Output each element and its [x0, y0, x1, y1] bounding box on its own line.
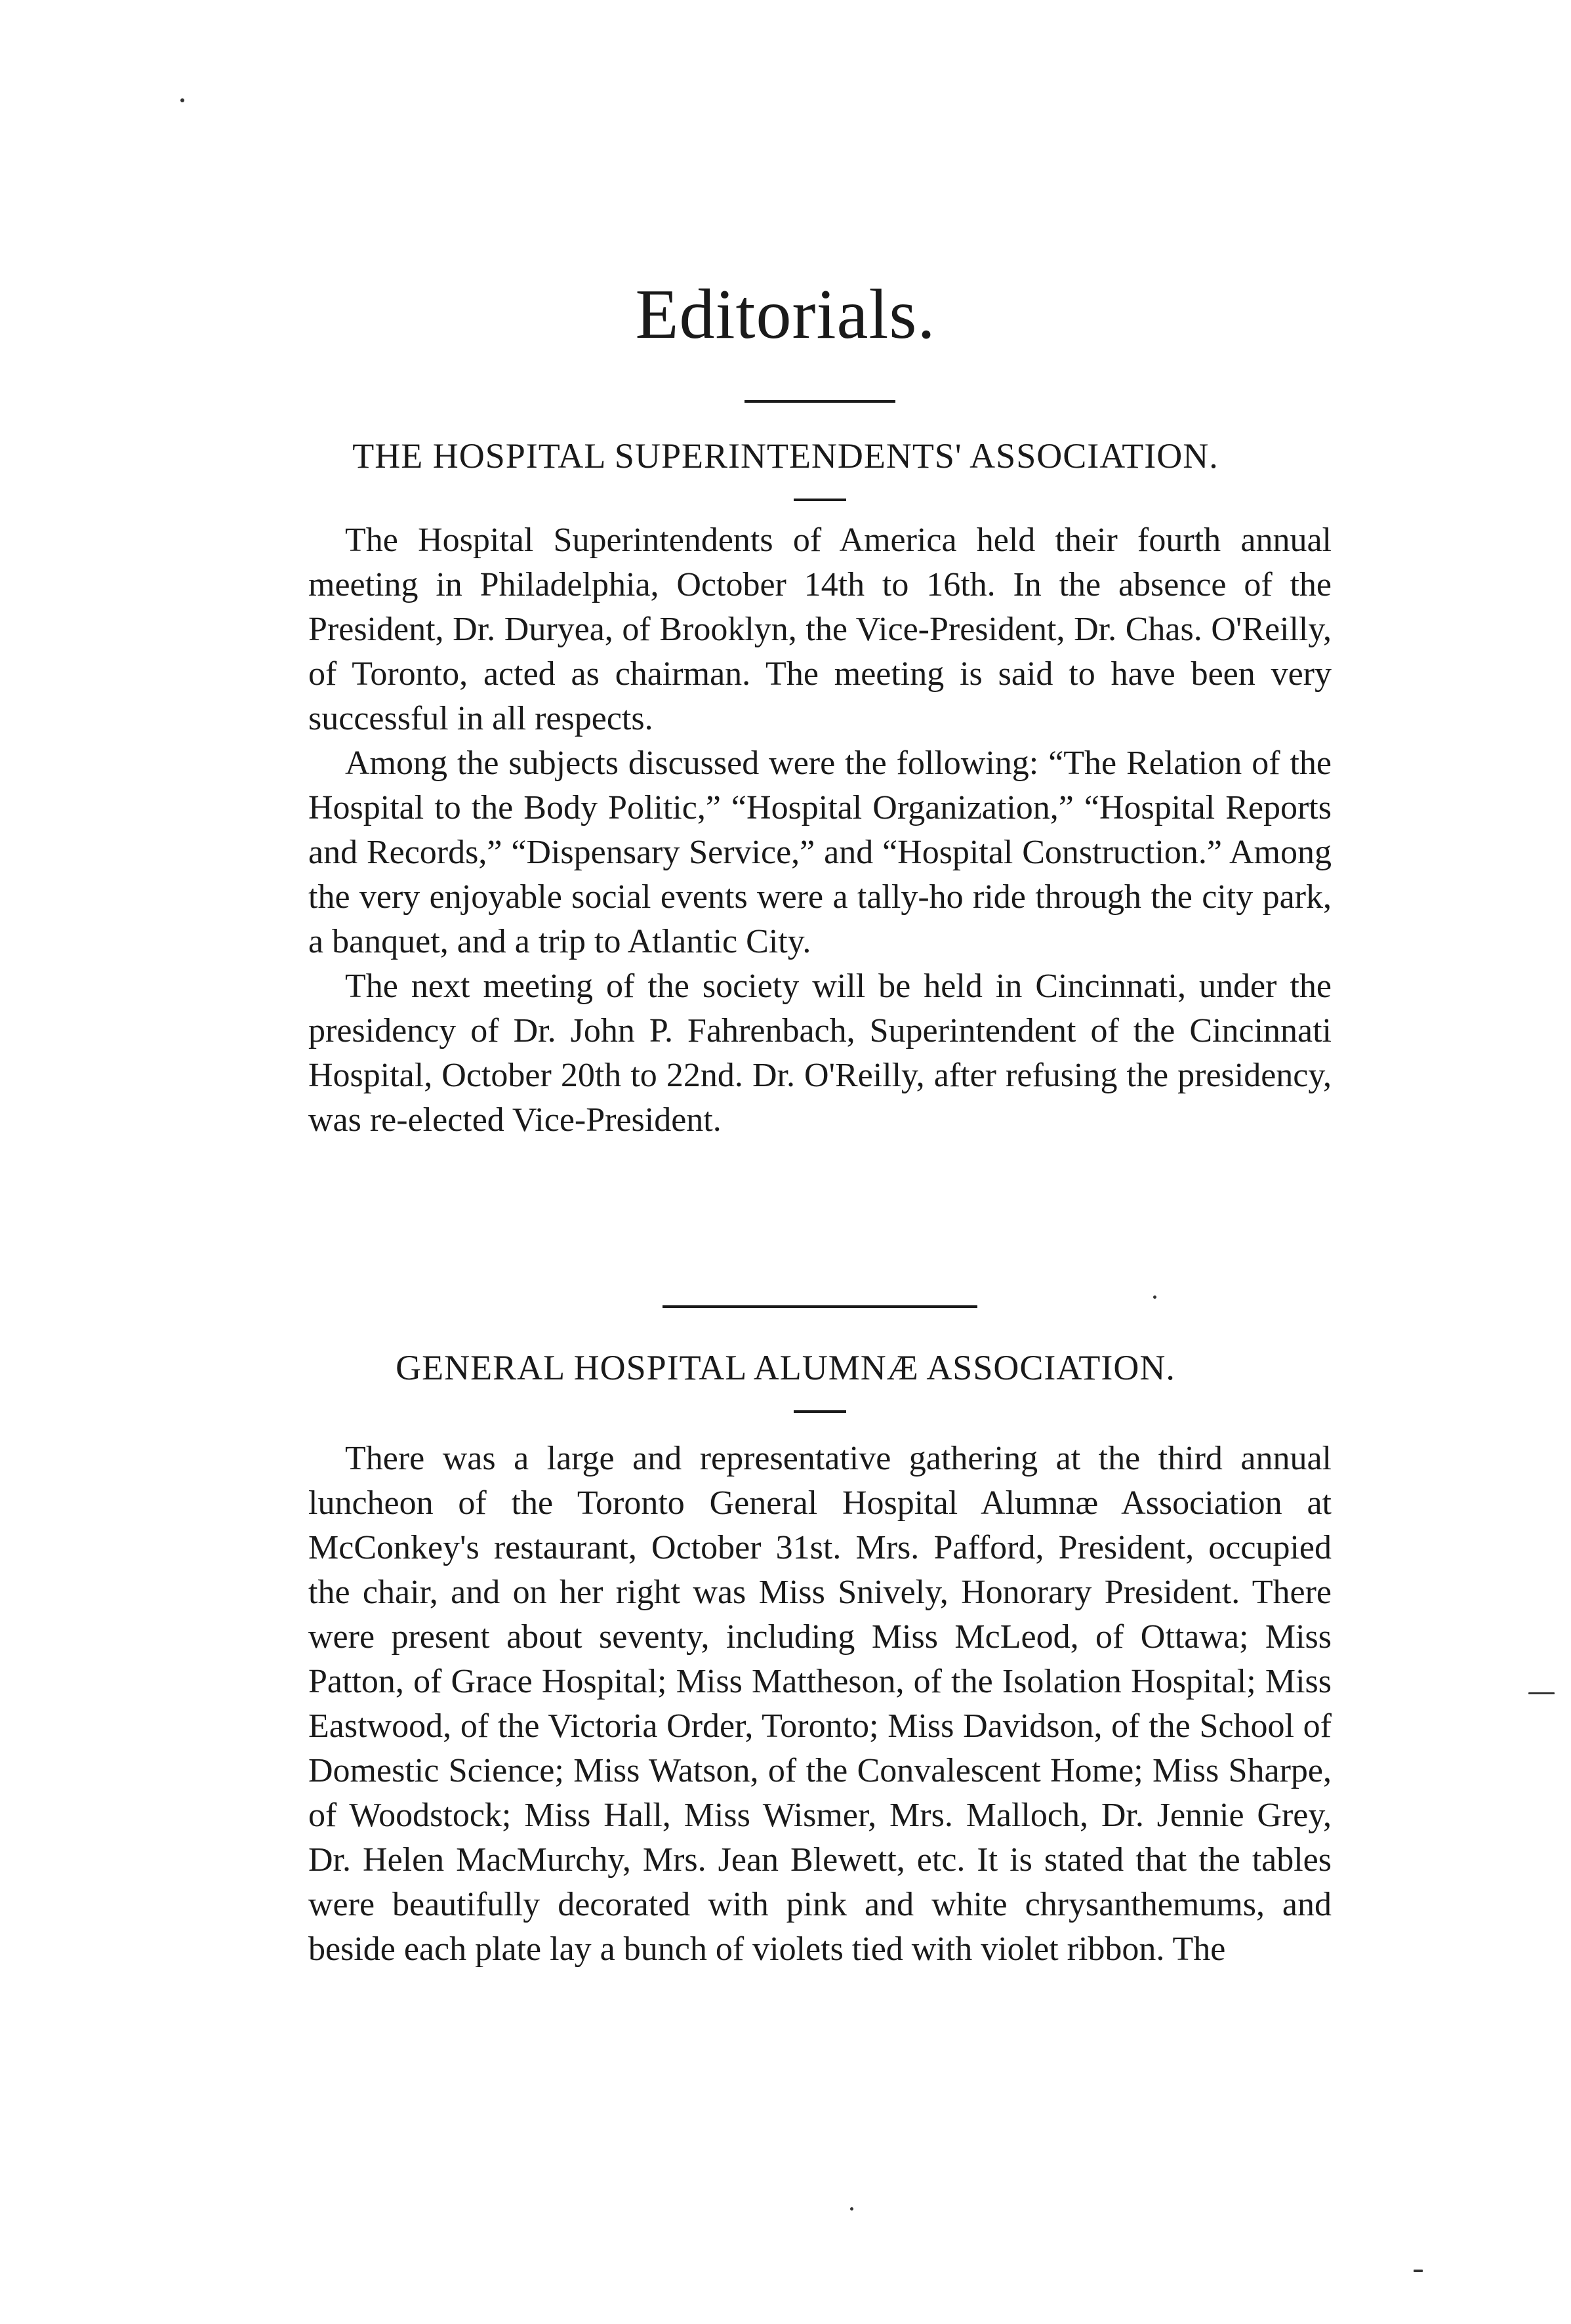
page-title: Editorials.: [635, 275, 936, 354]
article-1-paragraph: The next meeting of the society will be held in Cincinnati, under the presidency of Dr. John P. Fahrenbach, Superintendent of the Cincinnati Hospital, October 20th to 22nd. Dr. O'Reilly, after refusing the presidency, was re-elected Vice-President.: [308, 968, 1332, 1139]
scan-speck: [850, 2207, 853, 2211]
article-2-paragraph: There was a large and representative gathering at the third annual luncheon of the Toronto General Hospital Alumnæ Association at McConkey's restaurant, October 31st. Mrs. Pafford, President, occupied the chair, and on her right was Miss Snively, Honorary President. There were present about seventy, including Miss McLeod, of Ottawa; Miss Patton, of Grace Hospital; Miss Mattheson, of the Isolation Hospital; Miss Eastwood, of the Victoria Order, Toronto; Miss Davidson, of the School of Domestic Science; Miss Watson, of the Convalescent Home; Miss Sharpe, of Woodstock; Miss Hall, Miss Wismer, Mrs. Malloch, Dr. Jennie Grey, Dr. Helen MacMurchy, Mrs. Jean Blewett, etc. It is stated that the tables were beautifully decorated with pink and white chrysanthemums, and beside each plate lay a bunch of violets tied with violet ribbon. The: [308, 1440, 1332, 1968]
scan-speck: [1153, 1295, 1156, 1299]
article-2-heading: GENERAL HOSPITAL ALUMNÆ ASSOCIATION.: [396, 1348, 1175, 1387]
article-1-paragraph: Among the subjects discussed were the following: “The Relation of the Hospital to the Body Politic,” “Hospital Organization,” “Hospital Reports and Records,” “Dispensary Service,” and “Hospital Construction.” Among the very enjoyable social events were a tally-ho ride through the city park, a banquet, and a trip to Atlantic City.: [308, 744, 1332, 960]
scan-speck: [180, 98, 184, 102]
scan-speck: [1414, 2270, 1423, 2272]
article-1-heading: THE HOSPITAL SUPERINTENDENTS' ASSOCIATION.: [352, 436, 1219, 476]
scan-speck: [1528, 1692, 1555, 1694]
article-2-body: [308, 1437, 1332, 1972]
article-1-paragraph: The Hospital Superintendents of America held their fourth annual meeting in Philadelphia, October 14th to 16th. In the absence of the President, Dr. Duryea, of Brooklyn, the Vice-President, Dr. Chas. O'Reilly, of Toronto, acted as chairman. The meeting is said to have been very successful in all respects.: [308, 521, 1332, 737]
article-1-heading-rule: [794, 499, 846, 501]
article-2-heading-rule: [794, 1410, 846, 1413]
section-divider: [663, 1305, 977, 1308]
article-1-body: [308, 518, 1332, 1143]
title-rule: [745, 400, 895, 403]
